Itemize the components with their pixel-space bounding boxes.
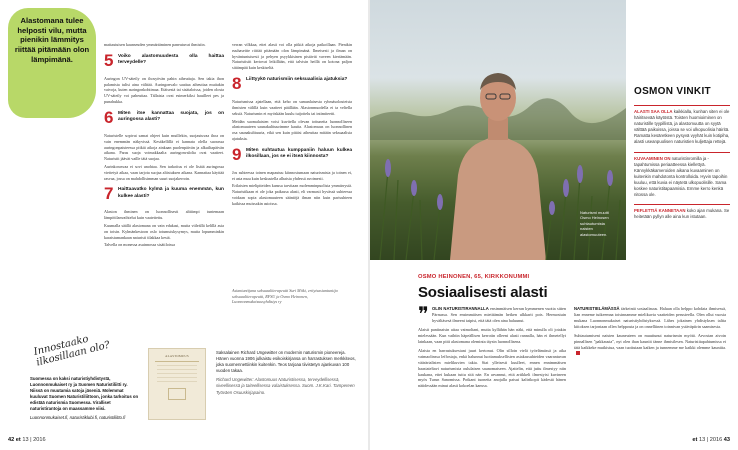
subhead: NATURISTIELÄMÄSSÄ: [574, 306, 620, 311]
magazine-logo: et: [692, 437, 698, 443]
question-5: [104, 50, 224, 72]
issue-number: 13 | 2016: [22, 437, 46, 443]
issue-number: 13 | 2016: [698, 437, 723, 443]
paragraph: Erilaisten mielipiteiden kanssa tarvitaan molemminpuolista ymmärrystä. Naturistikaan ei ole joka paikassa alasti, eli varmasti hyvässä suhteessa voidaan sopia alastomuuteen sääntöjä ilman niin kuin parisuhteen kaikissa muissakin asioissa.: [232, 183, 352, 206]
page-number: 42: [8, 437, 15, 443]
paragraph: Aurinkorasvaa ei sovi unohtaa. Sen tarkoitus ei ole lisätä auringossa viettetyä aikaa, vaan tarjota suojaa altistuksen aikana. Kannattaa käyttää rasvaa, jossa on mahdollisimman suuri suojakerroin.: [104, 163, 224, 181]
tip-highlight: PEFLETTIÄ KANNETAAN: [634, 208, 686, 214]
info-box-links[interactable]: Luonnonmukaiset.fi, naturistiklubi.fi, naturistiliitto.fi: [30, 415, 126, 421]
info-box-text: [30, 376, 140, 421]
info-box: [8, 333, 360, 424]
tip-text: koko ajan mukana. Se heitetään pyllyn alle aina kun istutaan.: [634, 208, 730, 220]
paragraph: Alaista en harrastuksestani juuri kertonut. Olin silloin vielä työelämässä ja aika vaimaolinssa leffostaja, enkä halunnut luottamuksellisten asiakassuhteiden vaarantuvan väärärialisten mielikuvien takia. Siat ylleisesti kuulleet, ennen ennimmäisen haastateltavi naturismista oululaisen saunomaiseen. Ajattelin, että juttu ilmestyy niin kaukana, ettei kukaan tuttu sitä näe. En arvannut, että artikkeli ilmestyisi kuvineen myös Turun Sanomissa. Potkant tuoneita anojalla paisui kaltrikopit kädestä hänen näiidessään minut alasti kokoelan kanssa.: [418, 347, 566, 389]
question-number: 9: [232, 144, 242, 164]
article-column-1: [104, 42, 224, 250]
page-folio-right: [692, 437, 730, 443]
paragraph: Naturistelle sopivat samat ohjeet kuin muillekin, suojautuvaa ihoa on vain enemmän näkyvissä. Kesäkellillä ei kannata olella suorassa auringonpaisteessa pitkiä aikoja ainkaan puolenpäivän ja alkuiltapäivän aikana. Paras suoja voimakkaalta auringonvalolta ovat vaatteet. Naturistit jäävät vaille tätä suojaa.: [104, 132, 224, 162]
question-number: 8: [232, 74, 242, 94]
lead-paragraph: [418, 302, 567, 326]
article-headline: Sosiaalisesti alasti: [418, 284, 548, 301]
end-mark-icon: [576, 351, 580, 355]
question-9: [232, 144, 352, 166]
quote-mark-icon: ❞: [418, 302, 429, 326]
book-text: Saksalainen Richard Ungewitter on modernin naturismin pioneereja. Hänen vuonna 1906 julkaistu esikoiskirjansa on harrastuksen merkkiteos, joka suomennettiinkin kuitenkin. Teos tarjoaa tiivistetyn ajankuvan 100 vuoden takaa.: [216, 350, 356, 374]
lead-subhead: OLIN NATURISTIRANNALLA: [432, 306, 489, 311]
question-title: Voiko alastomuudesta olla haittaa terveydelle?: [118, 53, 224, 66]
paragraph: Auringon UV-säteily on ihosyövän pahin aiheuttaja. Sen takia ihon palamista tulisi aina välttää. Auringonvalo saattaa aiheuttaa muitakin vaivoja, kuten auringonkohtimaa. Etäisestä tai sisätaloissa, joiden olosta UV-säteily voi paheuttaa. Tällaisia ovat esimerkiksi hauilleet pes ja punahukka.: [104, 75, 224, 105]
paragraph-text: tärkeintä sosiaalisuus. Haluan olla helppo kohdata ihmisessä, lian enneme tuikeemna toisinnamme mielikuvia vaatteiden perusteella. Olen ollut vuosia mukana Luonnonmukaiset naturistiyhdistyksessä. Lähes jokainen yhdistyksen taltta kiitoksen tarjontaan ollen helppouta ja on onnelliinen toinnivan ystäväpiirin saamisesta.: [574, 306, 727, 329]
question-title: Miten itse kannattaa suojata, jos on auringossa alasti?: [118, 110, 224, 123]
book-cover-image: [148, 348, 206, 420]
article-column-right: [574, 306, 726, 360]
tip-highlight: ALASTI SAA OLLA: [634, 109, 673, 114]
question-title: Liittyykö naturismiin seksuaalisia ajatuksia?: [246, 77, 348, 83]
paragraph: Naturismissa ajatellaan, että keho on samanlaisesta ryhmäsolouteista ihmisten välillä kuin vaatteet päällään. Alastonmuodella ei ta veltella seksiä. Naturismin ei myöskään kuulu tuijottelu tai intimiteetti.: [232, 99, 352, 116]
question-number: 6: [104, 107, 114, 127]
pull-quote: Alastomana tulee helposti vilu, mutta pienikin lämmitys riittää pitämään olon lämpimänä.: [8, 8, 96, 118]
left-page: [0, 0, 368, 450]
paragraph: [574, 306, 726, 330]
right-page: [370, 0, 738, 450]
paragraph: Alaisit paniinaisin aitaa vaimoltani, mutta kyllähän hän näki, että minulla oli jotakin mielessään. Kun vaihtin häpeällisen kerrotin olleeni alasti rannalla, hän ei ihmetellyt lainkaan, vaan piiti alastomana oleminta täysin luonnollisena.: [418, 326, 566, 344]
paragraph: verran vilkkaa, ettei alasti voi olla pitkiä aikoja paikoillaan. Pienikin ruuhaseitte riittää pitämään olon lämpimänä. Ilmeisesti ja ilman on hyväntuntuisesti ja pehyen psyykkisinen pistävät vaveen kiertämään. Naturistisitt kertovat leikillään, että talvisin heillä on kotona paljon sitäimpää kuin keskiseltä.: [232, 42, 352, 71]
question-7: [104, 184, 224, 205]
paragraph: Talvella on monessa asuinnossa sisätiloissa: [104, 242, 175, 248]
book-description: [216, 350, 356, 399]
tips-sidebar: [634, 86, 730, 226]
page-folio-left: [8, 437, 46, 443]
paragraph: Jos suhteessa toinen mapautuu kiinnostumaan naturismista ja toinen ei, et asta muu kuin keskustella alhaisia yhdessä avoimesti.: [232, 169, 352, 181]
tip-item: [634, 204, 730, 220]
article-column-2: [232, 42, 352, 209]
question-8: [232, 74, 352, 95]
tip-text: kaikkialla, kunhan siten ei ole häiritsevää käytöstä. Toisten huomioiminen on naturistille tyypillistä, ja alastomuutta on syytä välttää paikoissa, joissa se voi ulkopuolisia häiritä. Ramatta kesäretkeen pysyvä vyyhät kuin kotipiha, alasti useanpuolisen naturistien kuljettaja rettejä.: [634, 109, 730, 145]
book-caption: Richard Ungewitter: Alastomuus Naturistisessa, terveydellisessä, siveellisessä ja taiteellisessa valaistuksessa. Suom. J.K.Kari. Tampereen Työväen Osuuskirjapaino.: [216, 377, 355, 395]
tip-text: naturistinromilla ja -tapahtumissa periaatteessa kiellettyä. Kännykkäkameroiden aikana kuvaaminen on kuitenkin mahdotonta kontrolloida. Hyvin tapoihin kuuluu, että kuvia ei näytetä ulkopuolisille. Sama koskee naturistitapaamisia. Emme kerro kenkä nitossa ole.: [634, 155, 728, 198]
info-box-body: Suomessa on kaksi naturistiyhdistystä, Luonnonmukaiset ry ja Suomen Naturistiliitti ry. Niissä on muutamia satoja jäseniä. Molemmat kuuluvat Suomen Naturistiliittoon, jonka tarkoitus on edistää naturismia Suomessa. Viralliset naturistirantoja on maassamme viisi.: [30, 376, 139, 412]
paragraph: Kuumalla säällä alastomana on vain edukasi, mutta viileällä kelillä asia on toisin. Kylmänkestoon oslo totumuiskysymys, mutta lopumminkin karaistumankaan naturisti tilakkaa kestä.: [104, 223, 224, 240]
question-number: 7: [104, 184, 114, 204]
lead-text: ensimmäisen kerran kymmenen vuotta sitten Pärnussa. Sen ensimmäisen mietitämän hetken ulkkarit pois. Hermostuin hyvältäsesä ilmeeni taipisi, että tätä olen aina haluunut.: [432, 306, 567, 323]
question-number: 5: [104, 50, 114, 70]
sidebar-title: OSMON VINKIT: [634, 86, 711, 97]
question-6: [104, 107, 224, 129]
book-emblem: [168, 388, 186, 400]
paragraph: [574, 333, 726, 357]
article-kicker: OSMO HEINONEN, 65, KIRKKONUMMI: [418, 274, 530, 280]
question-title: Miten suhtautua kumppaniin haluun kulkea ilkosillaan, jos se ei itseä kiinnosta?: [246, 147, 352, 159]
tip-highlight: KUVAAMINEN ON: [634, 155, 671, 161]
paragraph-text: Suhtautumiseni naisten kauneuteen on muuttunut naturismin myötä. Arvostan aivoin pinnallisen "pakkausta", nyt olen ihan kauniit tänne ihmisilesen. Naturistitapahtumissa ei tätä kaikkeke mutkistua, vaan tuoitutaan kaiken ja tunnemme me kaikki olemme kauniita.: [574, 332, 726, 350]
page-number: 43: [723, 437, 730, 443]
tip-item: [634, 105, 730, 146]
portrait-photo: [370, 0, 626, 260]
expert-credit: Asiantuntijana seksuaaliterapeutti Suri Miiki, erityisasiantuntija seksuaaliterapeutti, RFSU ja Osmo Heinonen, Luonnonmukaisuusyhdistys ry: [232, 288, 338, 305]
script-heading: Innostaako ilkosillaan olo?: [32, 333, 112, 369]
magazine-logo: et: [15, 437, 21, 443]
question-title: Haittaavatko kylmä ja kuuma enemmän, kun kulkee alasti?: [118, 187, 224, 199]
paragraph: mattautuisen kaunseuden ymmärtäminen paneutuvat ihmisiin.: [104, 42, 206, 47]
tip-item: [634, 152, 730, 199]
article-column-left: [418, 302, 567, 392]
photo-caption: Naturismi muutti Osmo Heinosen suhtautumista naisten alastomuuteen.: [580, 210, 609, 237]
book-title: ALASTOMUUS: [165, 354, 189, 358]
paragraph: Alaston ihminen on luonnollisesti alttiimpi tuntemaan lämpötilanvaihtelut kuin vaatettettu.: [104, 209, 224, 221]
paragraph: Meidän suomalaisten voisi kuvitella olevan tottuneita luonnolliseen alastomuuteen saunakulttuurimme kautta. Alastomuus on luonnollinen osa saunakulttuuria, eikä sen kuin pitäisi aiheuttaa mitään seksuaalisia ajatuksia.: [232, 118, 352, 141]
